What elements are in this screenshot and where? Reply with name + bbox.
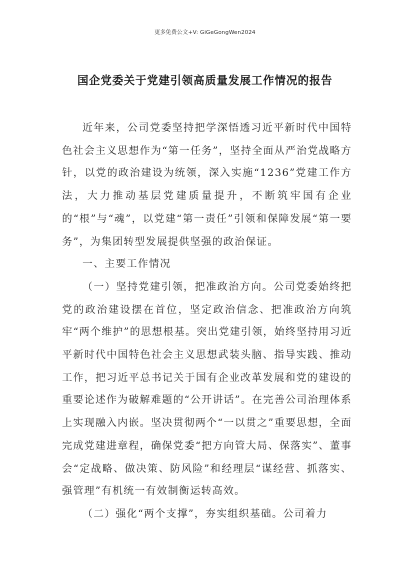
intro-paragraph: 近年来，公司党委坚持把学深悟透习近平新时代中国特色社会主义思想作为“第一任务”，坚持全面从严治党战略方针，以党的政治建设为统领，深入实施“1236”党建工作方法，大力推动基层党建质量提升，不断筑牢国有企业的“根”与“魂”，以党建“第一责任”引领和保障发展“第一要务”，为集团转型发展提供坚强的政治保证。: [62, 123, 352, 248]
document-body: [62, 118, 352, 527]
section-heading: 一、主要工作情况: [82, 259, 172, 271]
header-note: 更多免费公文+V: GiGeGongWen2024: [154, 30, 256, 36]
body-paragraph-2: （二）强化“两个支撑”，夯实组织基础。公司着力: [82, 508, 328, 520]
body-paragraph-1: （一）坚持党建引领，把准政治方向。公司党委始终把党的政治建设摆在首位，坚定政治信念、把准政治方向筑牢“两个维护”的思想根基。突出党建引领，始终坚持用习近平新时代中国特色社会主义思想武装头脑、指导实践、推动工作，把习近平总书记关于国有企业改革发展和党的建设的重要论述作为破解难题的“公开讲话”。在完善公司治理体系上实现融入内嵌。坚决贯彻两个“一以贯之”重要思想，全面完成党建进章程，确保党委“把方向管大局、保落实”、董事会“定战略、做决策、防风险”和经理层“谋经营、抓落实、强管理”有机统一有效制衡运转高效。: [62, 281, 352, 498]
document-title: 国企党委关于党建引领高质量发展工作情况的报告: [77, 74, 333, 87]
